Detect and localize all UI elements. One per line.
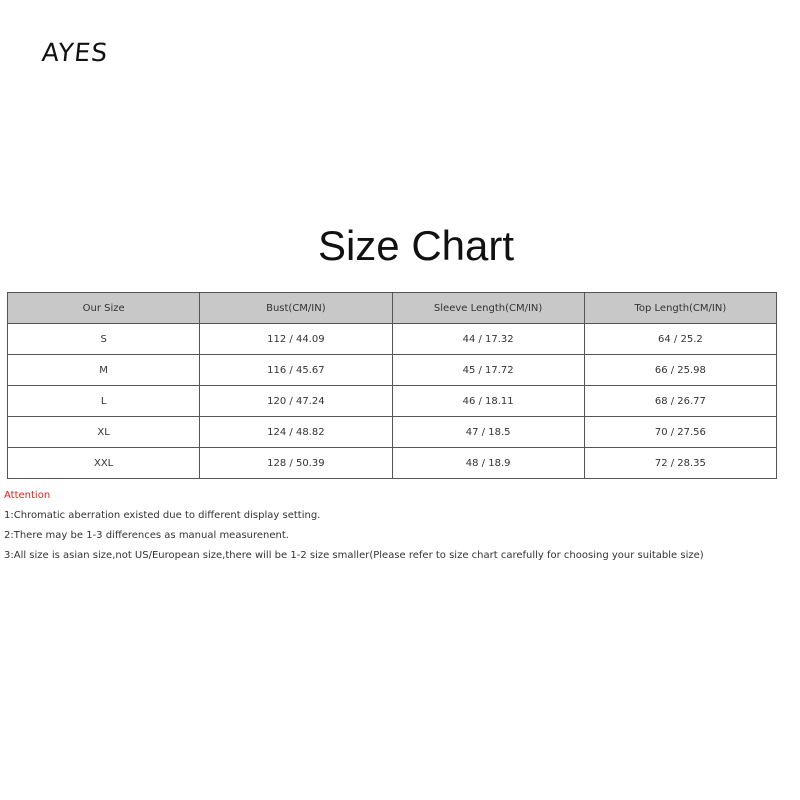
note-item: 2:There may be 1-3 differences as manual measurenent. [4, 530, 289, 541]
note-item: 3:All size is asian size,not US/European size,there will be 1-2 size smaller(Please refer to size chart carefully for choosing your suitable size) [4, 550, 704, 561]
header-bust: Bust(CM/IN) [200, 293, 392, 324]
cell-bust: 128 / 50.39 [200, 448, 392, 479]
cell-sleeve: 47 / 18.5 [392, 417, 584, 448]
note-item: 1:Chromatic aberration existed due to different display setting. [4, 510, 321, 521]
size-table [7, 292, 777, 479]
cell-bust: 124 / 48.82 [200, 417, 392, 448]
cell-top-length: 64 / 25.2 [584, 324, 776, 355]
header-sleeve-length: Sleeve Length(CM/IN) [392, 293, 584, 324]
cell-top-length: 72 / 28.35 [584, 448, 776, 479]
table-row [8, 417, 777, 448]
cell-top-length: 66 / 25.98 [584, 355, 776, 386]
brand-logo: AYES [40, 38, 110, 67]
cell-size: XL [8, 417, 200, 448]
attention-label: Attention [4, 490, 51, 501]
cell-bust: 116 / 45.67 [200, 355, 392, 386]
cell-sleeve: 45 / 17.72 [392, 355, 584, 386]
page-title: Size Chart [317, 222, 515, 269]
notes-section [4, 488, 794, 568]
table-row [8, 386, 777, 417]
cell-bust: 120 / 47.24 [200, 386, 392, 417]
cell-sleeve: 44 / 17.32 [392, 324, 584, 355]
header-our-size: Our Size [8, 293, 200, 324]
cell-size: S [8, 324, 200, 355]
table-row [8, 355, 777, 386]
cell-size: XXL [8, 448, 200, 479]
cell-sleeve: 48 / 18.9 [392, 448, 584, 479]
cell-size: L [8, 386, 200, 417]
cell-size: M [8, 355, 200, 386]
cell-bust: 112 / 44.09 [200, 324, 392, 355]
table-row [8, 448, 777, 479]
cell-top-length: 68 / 26.77 [584, 386, 776, 417]
header-top-length: Top Length(CM/IN) [584, 293, 776, 324]
cell-top-length: 70 / 27.56 [584, 417, 776, 448]
table-row [8, 324, 777, 355]
cell-sleeve: 46 / 18.11 [392, 386, 584, 417]
table-header-row [8, 293, 777, 324]
